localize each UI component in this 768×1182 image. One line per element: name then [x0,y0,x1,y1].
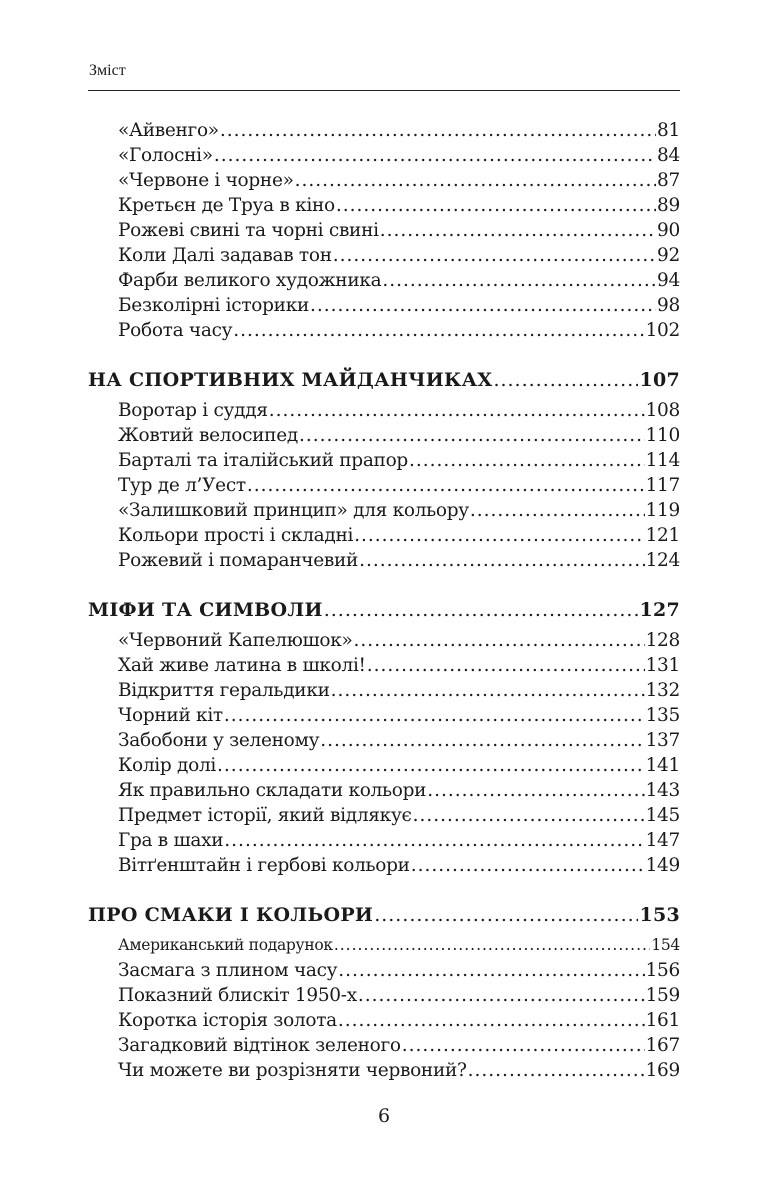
dot-leader [359,548,645,573]
toc-label: Гра в шахи [118,830,224,851]
toc-label: Рожевий і помаранчевий [118,550,359,571]
dot-leader [310,293,656,318]
dot-leader [338,1008,645,1033]
toc-label: Кретьєн де Труа в кіно [118,195,335,216]
toc-entry [88,753,680,778]
toc-section [88,368,680,393]
toc-page-number: 137 [645,730,680,751]
dot-leader [299,423,645,448]
toc-entry [88,778,680,803]
toc-label: МІФИ ТА СИМВОЛИ [88,599,323,621]
toc-entry [88,398,680,423]
toc-page-number: 159 [645,985,680,1006]
toc-label: Барталі та італійський прапор [118,450,408,471]
toc-label: Фарби великого художника [118,270,382,291]
toc-entry [88,143,680,168]
toc-entry [88,678,680,703]
dot-leader [336,193,656,218]
toc-page-number: 84 [657,145,680,166]
toc-page-number: 108 [645,400,680,421]
toc-page-number: 156 [645,960,680,981]
toc-page-number: 124 [645,550,680,571]
dot-leader [470,498,645,523]
toc-section [88,903,680,928]
dot-leader [493,368,638,393]
toc-entry [88,1033,680,1058]
toc-label: Безколірні історики [118,295,309,316]
toc-page-number: 128 [645,630,680,651]
toc-entry [88,168,680,193]
toc-page-number: 117 [645,475,680,496]
toc-label: Тур де л’Уест [118,475,246,496]
toc-page-number: 145 [645,805,680,826]
dot-leader [233,318,644,343]
dot-leader [413,803,645,828]
toc-label: «Айвенго» [118,120,219,141]
toc-entry [88,628,680,653]
toc-label: Коли Далі задавав тон [118,245,332,266]
toc-entry [88,193,680,218]
dot-leader [220,118,656,143]
toc-entry [88,933,680,958]
toc-page-number: 153 [639,904,680,926]
toc-label: Вітґенштайн і гербові кольори [118,855,410,876]
dot-leader [324,598,639,623]
toc-entry [88,548,680,573]
dot-leader [269,398,645,423]
toc-entry [88,958,680,983]
toc-page-number: 141 [645,755,680,776]
dot-leader [334,933,650,958]
toc-label: Предмет історії, який відлякує [118,805,412,826]
toc-label: Колір долі [118,755,217,776]
toc-page-number: 81 [657,120,680,141]
toc-label: «Залишковий принцип» для кольору [118,500,469,521]
toc-entry [88,498,680,523]
toc-entry [88,473,680,498]
dot-leader [217,753,645,778]
dot-leader [427,778,644,803]
toc-entry [88,1058,680,1083]
toc-label: Хай живе латина в школі! [118,655,366,676]
toc-entry [88,218,680,243]
toc-entry [88,653,680,678]
page-number: 6 [377,1105,391,1127]
dot-leader [295,168,656,193]
toc-page-number: 154 [651,936,680,954]
toc-page-number: 102 [645,320,680,341]
dot-leader [354,523,644,548]
toc-label: ПРО СМАКИ І КОЛЬОРИ [88,904,374,926]
dot-leader [367,653,645,678]
dot-leader [382,268,656,293]
header-rule [88,90,680,91]
toc-label: Коротка історія золота [118,1010,337,1031]
toc-page-number: 131 [645,655,680,676]
toc-label: «Червоне і чорне» [118,170,294,191]
toc-label: Засмага з плином часу [118,960,338,981]
toc-page-number: 89 [657,195,680,216]
dot-leader [411,853,645,878]
dot-leader [224,828,644,853]
toc-label: Чи можете ви розрізняти червоний? [118,1060,467,1081]
toc-entry [88,983,680,1008]
toc-page-number: 149 [645,855,680,876]
toc-label: Жовтий велосипед [118,425,298,446]
toc-label: Забобони у зеленому [118,730,320,751]
toc-entry [88,423,680,448]
toc-page-number: 121 [645,525,680,546]
toc-page-number: 135 [645,705,680,726]
dot-leader [409,448,645,473]
toc-entry [88,703,680,728]
toc-section [88,598,680,623]
toc-entry [88,118,680,143]
toc-label: Рожеві свині та чорні свині [118,220,379,241]
dot-leader [333,243,656,268]
toc-label: Як правильно складати кольори [118,780,427,801]
toc-page-number: 167 [645,1035,680,1056]
dot-leader [320,728,644,753]
toc-label: Чорний кіт [118,705,223,726]
dot-leader [468,1058,645,1083]
toc-entry [88,728,680,753]
toc-label: Загадковий відтінок зеленого [118,1035,401,1056]
toc-page-number: 169 [645,1060,680,1081]
dot-leader [224,703,645,728]
toc-label: «Голосні» [118,145,213,166]
toc-page-number: 94 [657,270,680,291]
dot-leader [331,678,645,703]
toc-page-number: 147 [645,830,680,851]
toc-entry [88,828,680,853]
dot-leader [380,218,656,243]
toc-label: Показний блискіт 1950-х [118,985,357,1006]
toc-page-number: 107 [639,369,680,391]
toc-label: «Червоний Капелюшок» [118,630,353,651]
toc-entry [88,318,680,343]
toc-entry [88,293,680,318]
toc-page-number: 90 [657,220,680,241]
toc-label: Кольори прості і складні [118,525,354,546]
toc-entry [88,803,680,828]
toc-page-number: 127 [639,599,680,621]
toc-page-number: 143 [645,780,680,801]
toc-page-number: 114 [645,450,680,471]
toc-label: Американський подарунок [118,936,333,954]
dot-leader [374,903,638,928]
dot-leader [214,143,656,168]
toc-page-number: 119 [645,500,680,521]
running-header: Зміст [89,62,126,79]
toc-entry [88,853,680,878]
toc-page-number: 87 [657,170,680,191]
toc-page-number: 92 [657,245,680,266]
dot-leader [354,628,645,653]
dot-leader [247,473,645,498]
toc-page-number: 161 [645,1010,680,1031]
toc-entry [88,268,680,293]
toc-page-number: 132 [645,680,680,701]
toc-label: Робота часу [118,320,233,341]
toc-label: Воротар і суддя [118,400,268,421]
toc-entry [88,523,680,548]
toc-page-number: 98 [657,295,680,316]
dot-leader [358,983,645,1008]
toc-entry [88,1008,680,1033]
toc-page-number: 110 [645,425,680,446]
toc-label: Відкриття геральдики [118,680,330,701]
toc-entry [88,448,680,473]
toc-entry [88,243,680,268]
table-of-contents [88,118,680,1083]
dot-leader [338,958,644,983]
toc-label: НА СПОРТИВНИХ МАЙДАНЧИКАХ [88,369,493,391]
dot-leader [402,1033,645,1058]
